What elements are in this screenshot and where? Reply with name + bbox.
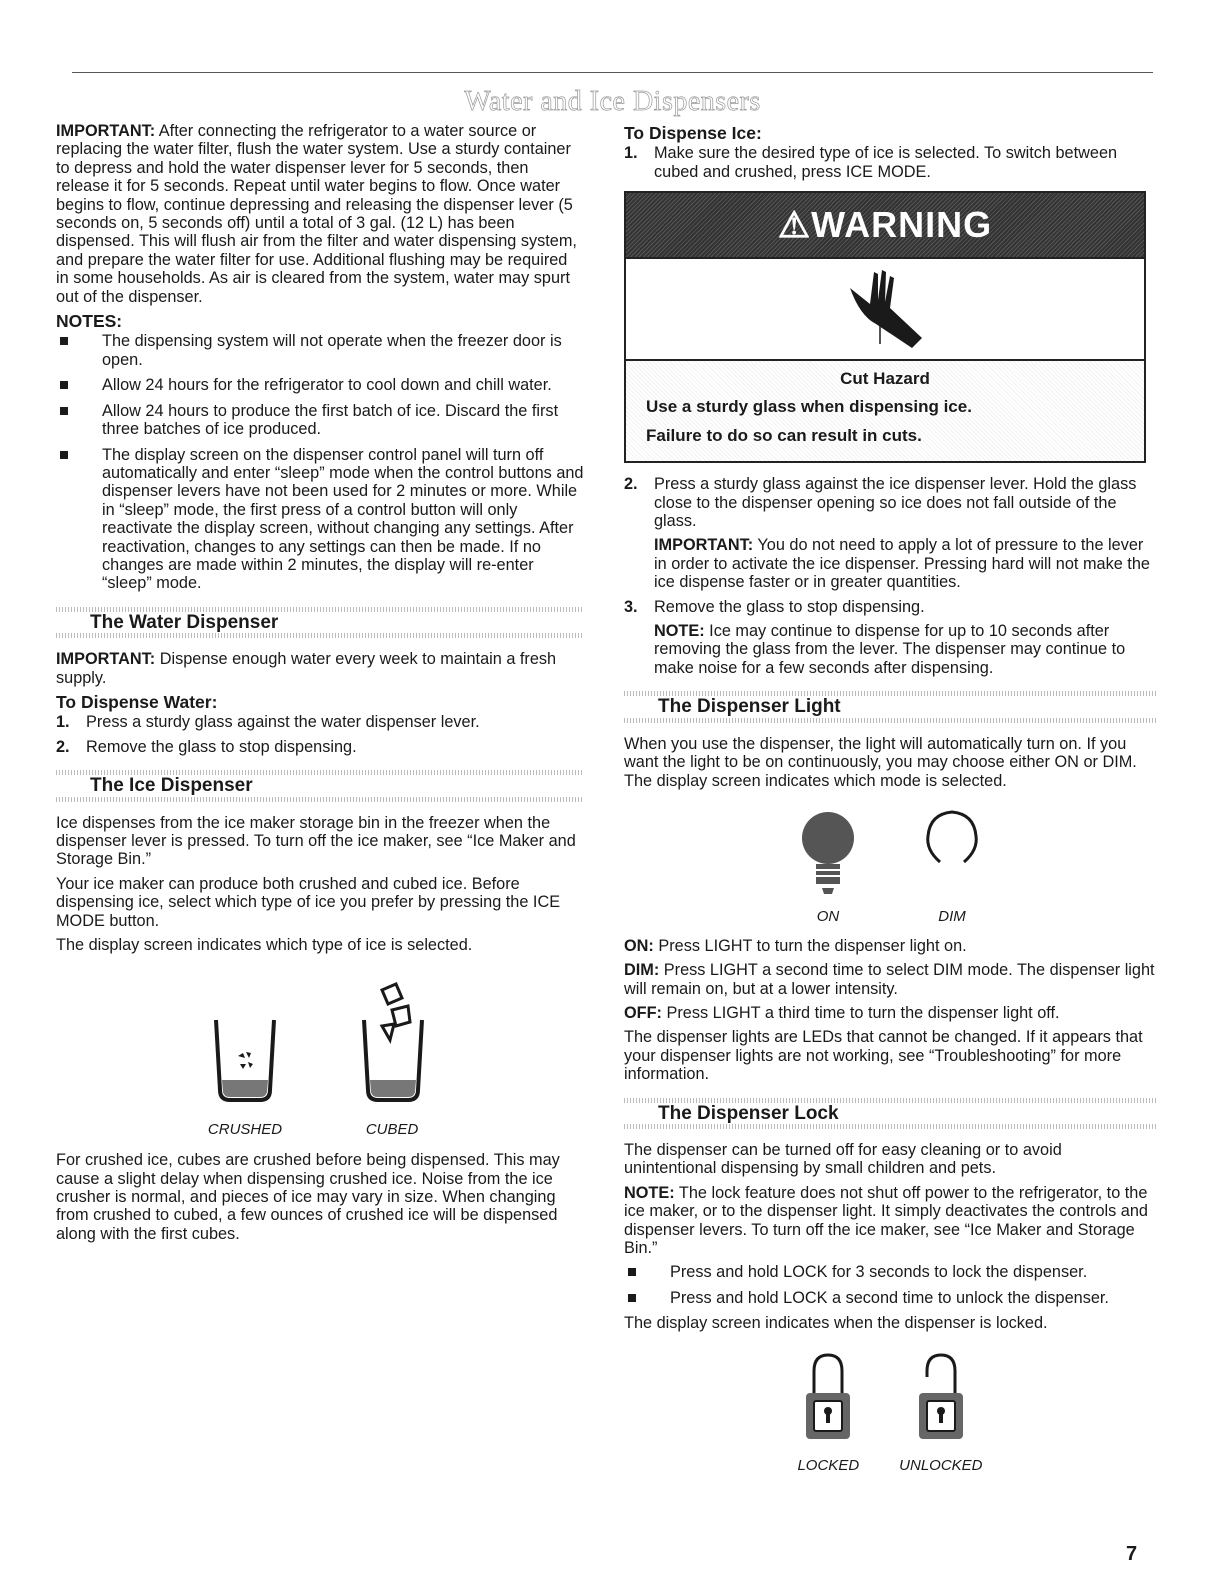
on-caption: ON xyxy=(816,908,840,926)
water-important-text: Dispense enough water every week to maintain a fresh supply. xyxy=(56,650,557,687)
crushed-ice-icon xyxy=(210,980,280,1110)
ice-step-3: 3. Remove the glass to stop dispensing. NOTE: Ice may continue to dispense for up to 10 seconds after removing the glass from the lever. The dispenser may continue to make noise for a few seconds after dispensing. xyxy=(624,598,1156,678)
ice-dispenser-heading: The Ice Dispenser xyxy=(56,770,584,801)
warning-banner: ⚠WARNING xyxy=(626,193,1144,257)
notes-heading: NOTES: xyxy=(56,311,123,332)
ice-paragraph-3: The display screen indicates which type of ice is selected. xyxy=(56,936,473,955)
lock-bullets xyxy=(624,1263,1156,1307)
light-paragraph-1: When you use the dispenser, the light will automatically turn on. If you want the light to be on continuously, you may choose either ON or DIM. The display screen indicates which mode is selected. xyxy=(624,734,1137,790)
ice-steps xyxy=(624,144,1156,181)
lock-closed-icon xyxy=(798,1347,858,1447)
right-column xyxy=(624,122,1156,1479)
water-dispenser-heading: The Water Dispenser xyxy=(56,607,584,638)
lock-bullet: Press and hold LOCK a second time to unlock the dispenser. xyxy=(624,1289,1156,1307)
warning-box xyxy=(624,191,1146,463)
light-paragraph-2: The dispenser lights are LEDs that cannot be changed. If it appears that your dispenser lights are not working, see “Troubleshooting” for more information. xyxy=(624,1028,1143,1084)
note-item: The display screen on the dispenser control panel will turn off automatically and enter “sleep” mode when the control buttons and dispenser levers have not been used for 2 minutes or more. While in “sleep” mode, the first press of a control button will only reactivate the display screen, without changing any settings. After reactivation, changes to any settings can then be made. If no changes are made within 2 minutes, the display will re-enter “sleep” mode. xyxy=(56,446,584,593)
important-label: IMPORTANT: xyxy=(654,536,754,555)
ice-steps-continued xyxy=(624,475,1156,677)
ice-paragraph-4: For crushed ice, cubes are crushed before being dispensed. This may cause a slight delay when dispensing crushed ice. Noise from the ice crusher is normal, and pieces of ice may vary in size. When changing from crushed to cubed, a few ounces of crushed ice will be dispensed along with the first cubes. xyxy=(56,1151,560,1243)
lock-figures xyxy=(624,1347,1156,1476)
lock-paragraph-1: The dispenser can be turned off for easy cleaning or to avoid unintentional dispensing by small children and pets. xyxy=(624,1140,1062,1178)
top-rule xyxy=(72,72,1153,73)
warning-title: Cut Hazard xyxy=(840,369,930,389)
important-label: IMPORTANT: xyxy=(56,122,156,140)
left-column xyxy=(56,122,584,1249)
unlocked-figure xyxy=(899,1347,982,1476)
crushed-figure xyxy=(208,980,282,1139)
water-steps xyxy=(56,713,584,756)
notes-list xyxy=(56,332,584,592)
unlocked-caption: UNLOCKED xyxy=(899,1457,983,1475)
ice-step-2: 2. Press a sturdy glass against the ice dispenser lever. Hold the glass close to the dispenser opening so ice does not fall outside of the glass. IMPORTANT: You do not need to apply a lot of pressure to the lever in order to activate the ice dispenser. Pressing hard will not make the ice dispense faster or in greater quantities. xyxy=(624,475,1156,591)
light-dim-text: DIM: Press LIGHT a second time to select DIM mode. The dispenser light will remain on, but at a lower intensity. xyxy=(624,961,1155,998)
lock-open-icon xyxy=(911,1347,971,1447)
light-off-text: OFF: Press LIGHT a third time to turn the dispenser light off. xyxy=(624,1003,1060,1022)
lock-bullet: Press and hold LOCK for 3 seconds to lock the dispenser. xyxy=(624,1263,1156,1281)
important-label: IMPORTANT: xyxy=(56,650,156,669)
ice-paragraph-1: Ice dispenses from the ice maker storage bin in the freezer when the dispenser lever is pressed. To turn off the ice maker, see “Ice Maker and Storage Bin.” xyxy=(56,813,576,869)
light-dim-figure xyxy=(922,808,982,927)
cubed-figure xyxy=(352,980,432,1139)
ice-type-figures xyxy=(56,980,584,1139)
water-important xyxy=(56,650,584,687)
intro-paragraph xyxy=(56,122,584,306)
page-title: Water and Ice Dispensers xyxy=(464,86,761,117)
ice-paragraph-2: Your ice maker can produce both crushed and cubed ice. Before dispensing ice, select which type of ice you prefer by pressing the ICE MODE button. xyxy=(56,874,561,930)
cubed-ice-icon xyxy=(352,980,432,1110)
crushed-caption: CRUSHED xyxy=(207,1120,283,1138)
dispenser-light-heading: The Dispenser Light xyxy=(624,691,1156,722)
water-step: 1. Press a sturdy glass against the water dispenser lever. xyxy=(56,713,480,732)
locked-figure xyxy=(797,1347,859,1476)
locked-caption: LOCKED xyxy=(797,1457,860,1475)
page-number: 7 xyxy=(1126,1543,1138,1565)
lock-paragraph-2: The display screen indicates when the dispenser is locked. xyxy=(624,1314,1048,1333)
intro-text: After connecting the refrigerator to a water source or replacing the water filter, flush the water system. Use a sturdy container to depress and hold the water dispenser lever for 5 seconds, then release it for 5 seconds. Repeat until water begins to flow. Once water begins to flow, continue depressing and releasing the dispenser lever (5 seconds on, 5 seconds off) until a total of 3 gal. (12 L) has been dispensed. This will flush air from the filter and water dispensing system, and prepare the water filter for use. Additional flushing may be required in some households. As air is cleared from the system, water may spurt out of the dispenser. xyxy=(56,122,577,306)
ice-step-2-important: IMPORTANT: You do not need to apply a lot of pressure to the lever in order to activate the ice dispenser. Pressing hard will not make the ice dispense faster or in greater quantities. xyxy=(654,536,1150,592)
note-item: The dispensing system will not operate when the freezer door is open. xyxy=(56,332,584,369)
water-step: 2. Remove the glass to stop dispensing. xyxy=(56,737,357,756)
cut-hazard-image xyxy=(626,257,1144,361)
light-on-figure xyxy=(798,808,858,927)
light-figures xyxy=(624,808,1156,927)
dispense-water-heading: To Dispense Water: xyxy=(56,691,218,712)
dispenser-lock-heading: The Dispenser Lock xyxy=(624,1098,1156,1129)
lightbulb-on-icon xyxy=(798,808,858,898)
dispense-ice-heading: To Dispense Ice: xyxy=(624,123,762,143)
note-item: Allow 24 hours to produce the first batch of ice. Discard the first three batches of ice produced. xyxy=(56,402,584,439)
light-on-text: ON: Press LIGHT to turn the dispenser light on. xyxy=(624,936,967,955)
lightbulb-dim-icon xyxy=(922,808,982,898)
warning-body xyxy=(626,361,1144,461)
lock-note: NOTE: The lock feature does not shut off power to the refrigerator, to the ice maker, or to the dispenser light. It simply deactivates the controls and dispenser levers. To turn off the ice maker, see “Ice Maker and Storage Bin.” xyxy=(624,1183,1148,1257)
ice-step-1: 1. Make sure the desired type of ice is selected. To switch between cubed and crushed, press ICE MODE. xyxy=(624,144,1118,181)
cut-hand-icon xyxy=(830,264,940,354)
warning-triangle-icon: ⚠ xyxy=(777,204,812,246)
warning-line-2: Failure to do so can result in cuts. xyxy=(646,426,922,446)
dim-caption: DIM xyxy=(938,908,966,926)
note-label: NOTE: xyxy=(654,622,705,641)
note-item: Allow 24 hours for the refrigerator to cool down and chill water. xyxy=(56,376,584,394)
warning-line-1: Use a sturdy glass when dispensing ice. xyxy=(646,397,972,417)
cubed-caption: CUBED xyxy=(365,1120,419,1138)
ice-step-3-note: NOTE: Ice may continue to dispense for up to 10 seconds after removing the glass from the lever. The dispenser may continue to make noise for a few seconds after dispensing. xyxy=(654,622,1126,677)
